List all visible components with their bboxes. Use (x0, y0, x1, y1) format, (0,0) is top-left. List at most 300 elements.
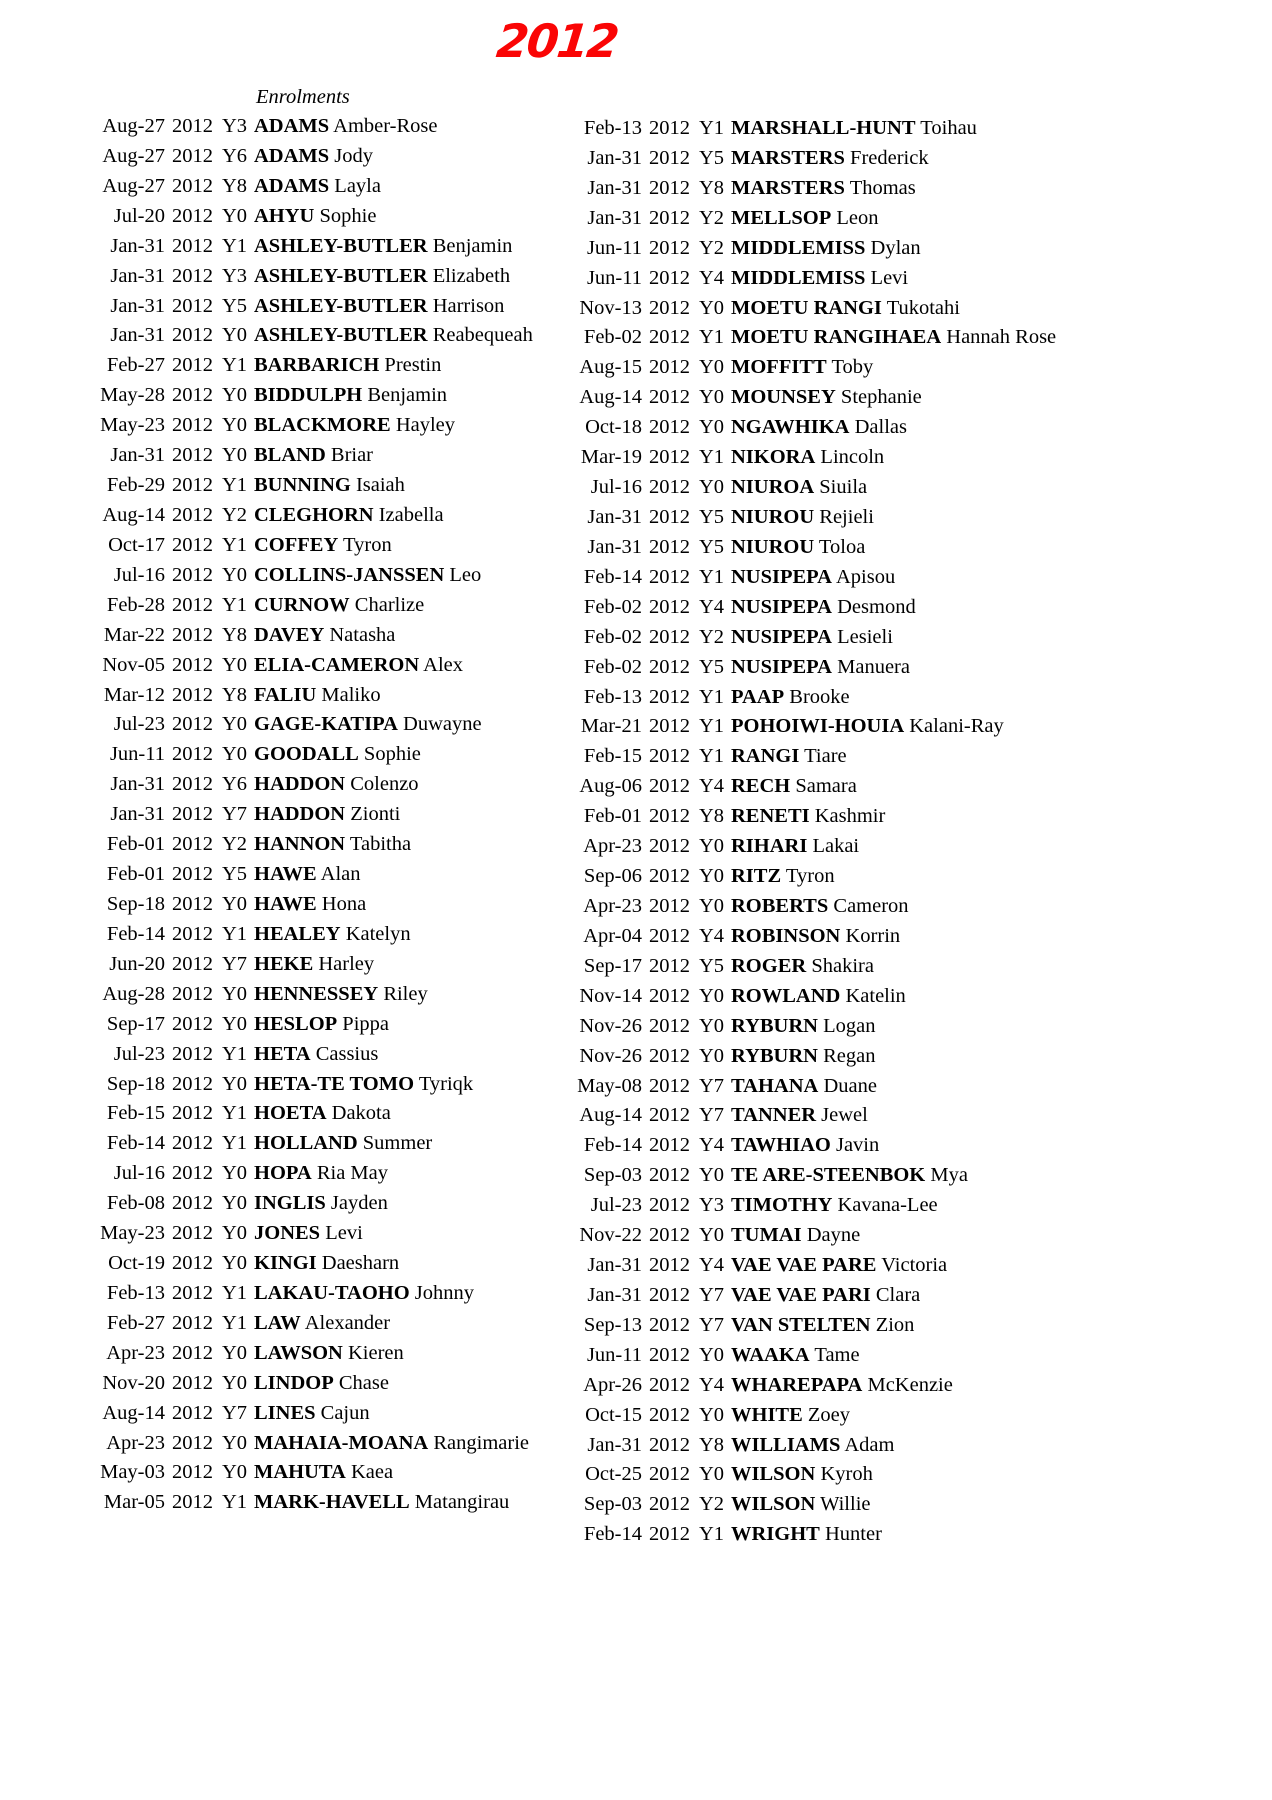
enrolment-surname: RANGI (731, 745, 800, 768)
enrolment-name (731, 416, 907, 439)
enrolment-surname: HADDON (254, 803, 346, 826)
enrolment-given-name: Dallas (854, 416, 907, 439)
enrolment-name (254, 1342, 404, 1365)
enrolment-year: 2012 (649, 984, 690, 1007)
enrolment-date: Jan-31 (110, 264, 165, 287)
enrolment-name (254, 1162, 388, 1185)
enrolment-surname: ROBINSON (731, 924, 841, 947)
enrolment-year: 2012 (172, 563, 213, 586)
enrolment-given-name: Briar (330, 444, 374, 467)
enrolment-year-level: Y8 (222, 623, 248, 646)
enrolment-year: 2012 (172, 1162, 213, 1185)
enrolment-row (572, 1314, 1056, 1344)
enrolment-given-name: Elizabeth (432, 264, 511, 287)
enrolment-year-level: Y7 (222, 1401, 248, 1424)
enrolment-surname: HENNESSEY (254, 982, 379, 1005)
enrolment-given-name: Hayley (395, 414, 456, 437)
enrolment-year: 2012 (172, 1102, 213, 1125)
enrolment-name (731, 715, 1004, 738)
enrolment-year-level: Y7 (699, 1283, 725, 1306)
enrolment-surname: KINGI (254, 1252, 317, 1275)
enrolment-year: 2012 (649, 1523, 690, 1546)
enrolment-surname: VAN STELTEN (731, 1313, 871, 1336)
enrolment-row (95, 893, 533, 923)
enrolment-date: Jul-20 (113, 204, 165, 227)
enrolment-row (572, 865, 1056, 895)
enrolment-given-name: Colenzo (350, 773, 419, 796)
enrolment-year-level: Y0 (699, 894, 725, 917)
enrolment-year: 2012 (649, 535, 690, 558)
enrolment-row (572, 1194, 1056, 1224)
enrolment-date: Jan-31 (110, 444, 165, 467)
enrolment-year: 2012 (649, 416, 690, 439)
enrolment-row (572, 117, 1056, 147)
enrolment-name (731, 506, 874, 529)
enrolment-row (95, 1162, 533, 1192)
enrolment-year-level: Y1 (222, 922, 248, 945)
enrolment-year: 2012 (649, 745, 690, 768)
enrolment-date: Feb-13 (106, 1281, 165, 1304)
enrolment-year-level: Y0 (699, 1224, 725, 1247)
enrolment-surname: VAE VAE PARE (731, 1254, 877, 1277)
enrolment-surname: COLLINS-JANSSEN (254, 563, 445, 586)
enrolment-date: Jan-31 (110, 803, 165, 826)
enrolment-date: Feb-02 (583, 326, 642, 349)
enrolment-given-name: Dakota (331, 1102, 391, 1125)
enrolment-row (95, 1132, 533, 1162)
enrolment-given-name: Tukotahi (886, 296, 960, 319)
enrolment-name (254, 115, 438, 138)
enrolment-row (95, 115, 533, 145)
enrolment-year: 2012 (649, 117, 690, 139)
enrolment-name (731, 566, 895, 589)
enrolment-name (254, 145, 373, 168)
enrolment-row (572, 805, 1056, 835)
enrolment-row (572, 985, 1056, 1015)
enrolment-year-level: Y0 (699, 984, 725, 1007)
enrolment-year-level: Y1 (699, 565, 725, 588)
enrolment-name (731, 626, 893, 649)
enrolment-year-level: Y0 (222, 982, 248, 1005)
enrolment-date: Aug-14 (579, 386, 642, 409)
enrolment-row (572, 147, 1056, 177)
enrolment-date: Jul-23 (590, 1194, 642, 1217)
enrolment-row (95, 1432, 533, 1462)
enrolment-given-name: Rejieli (819, 505, 874, 528)
enrolment-name (731, 326, 1056, 349)
enrolment-year: 2012 (649, 236, 690, 259)
enrolment-date: Feb-14 (583, 1523, 642, 1546)
enrolment-date: Nov-13 (579, 296, 642, 319)
enrolment-date: May-23 (100, 1222, 165, 1245)
enrolment-given-name: Jewel (821, 1104, 868, 1127)
enrolment-year-level: Y7 (222, 803, 248, 826)
enrolment-row (572, 596, 1056, 626)
enrolment-year-level: Y0 (699, 1164, 725, 1187)
enrolment-surname: TIMOTHY (731, 1194, 833, 1217)
enrolment-name (731, 745, 847, 768)
enrolment-given-name: Lakai (812, 835, 860, 858)
enrolment-surname: HEKE (254, 952, 314, 975)
enrolment-given-name: Tabitha (349, 833, 412, 856)
enrolment-name (731, 1493, 871, 1516)
enrolment-row (572, 1523, 1056, 1553)
enrolment-year-level: Y0 (222, 444, 248, 467)
enrolment-given-name: Mya (930, 1164, 968, 1187)
enrolment-date: Feb-14 (106, 922, 165, 945)
enrolment-given-name: McKenzie (867, 1373, 953, 1396)
enrolment-date: Feb-29 (106, 474, 165, 497)
enrolment-given-name: Benjamin (432, 234, 513, 257)
enrolment-surname: WILSON (731, 1463, 816, 1486)
enrolment-year: 2012 (649, 1194, 690, 1217)
enrolment-year: 2012 (649, 954, 690, 977)
enrolment-date: Jun-11 (586, 1343, 642, 1366)
enrolment-row (572, 925, 1056, 955)
enrolment-year: 2012 (649, 924, 690, 947)
enrolment-date: Jan-31 (587, 1283, 642, 1306)
enrolment-date: Feb-01 (106, 833, 165, 856)
enrolment-given-name: Zion (875, 1313, 915, 1336)
enrolment-name (254, 1252, 399, 1275)
enrolment-given-name: Stephanie (840, 386, 922, 409)
enrolment-year: 2012 (172, 174, 213, 197)
enrolment-surname: BARBARICH (254, 354, 380, 377)
enrolment-year-level: Y0 (222, 743, 248, 766)
enrolment-surname: CURNOW (254, 593, 350, 616)
enrolment-row (572, 1164, 1056, 1194)
enrolment-year: 2012 (649, 1343, 690, 1366)
enrolment-year-level: Y5 (699, 505, 725, 528)
enrolment-date: Nov-05 (102, 653, 165, 676)
enrolment-given-name: Amber-Rose (333, 115, 438, 137)
enrolment-given-name: Duane (823, 1074, 877, 1097)
enrolment-date: Jul-16 (113, 1162, 165, 1185)
enrolment-given-name: Summer (362, 1132, 433, 1155)
enrolment-row (572, 1134, 1056, 1164)
enrolment-row (572, 1104, 1056, 1134)
enrolment-name (731, 1344, 860, 1367)
enrolment-given-name: Tiare (804, 745, 847, 768)
enrolment-surname: MARSTERS (731, 146, 845, 169)
enrolment-given-name: Jayden (330, 1192, 388, 1215)
enrolment-date: Jan-31 (110, 324, 165, 347)
enrolment-name (254, 1372, 389, 1395)
enrolment-year: 2012 (649, 386, 690, 409)
enrolment-name (254, 474, 405, 497)
enrolment-given-name: Kyroh (820, 1463, 873, 1486)
enrolment-date: Nov-22 (579, 1224, 642, 1247)
enrolment-given-name: Toloa (818, 535, 866, 558)
enrolment-row (572, 326, 1056, 356)
enrolment-surname: HOPA (254, 1162, 312, 1185)
enrolment-year: 2012 (649, 326, 690, 349)
enrolment-year-level: Y2 (699, 625, 725, 648)
enrolment-date: Aug-15 (579, 356, 642, 379)
enrolment-given-name: Hannah Rose (946, 326, 1057, 349)
enrolment-year: 2012 (172, 1072, 213, 1095)
enrolment-year-level: Y7 (699, 1104, 725, 1127)
enrolment-year-level: Y0 (699, 1014, 725, 1037)
enrolment-row (572, 775, 1056, 805)
enrolment-year-level: Y0 (222, 563, 248, 586)
enrolment-date: Feb-15 (106, 1102, 165, 1125)
enrolment-date: Nov-20 (102, 1371, 165, 1394)
enrolment-date: Sep-18 (106, 1072, 165, 1095)
enrolment-date: Jun-11 (109, 743, 165, 766)
enrolment-given-name: Thomas (849, 176, 916, 199)
enrolment-row (572, 207, 1056, 237)
enrolment-given-name: Sophie (363, 743, 421, 766)
enrolment-row (95, 923, 533, 953)
enrolment-row (95, 504, 533, 534)
enrolment-surname: RIHARI (731, 835, 808, 858)
enrolment-year: 2012 (172, 354, 213, 377)
enrolment-surname: WRIGHT (731, 1523, 820, 1546)
enrolment-year: 2012 (172, 773, 213, 796)
enrolment-date: Sep-18 (106, 892, 165, 915)
enrolment-year: 2012 (172, 653, 213, 676)
enrolment-date: Jan-31 (587, 206, 642, 229)
enrolment-year: 2012 (172, 803, 213, 826)
enrolment-year: 2012 (649, 1433, 690, 1456)
enrolment-row (95, 175, 533, 205)
enrolment-name (254, 354, 441, 377)
enrolment-name (731, 596, 916, 619)
enrolment-surname: NUSIPEPA (731, 655, 832, 678)
enrolment-row (572, 1015, 1056, 1045)
enrolment-given-name: Willie (820, 1493, 871, 1516)
enrolment-year: 2012 (649, 775, 690, 798)
enrolment-surname: COFFEY (254, 533, 339, 556)
enrolment-surname: ASHLEY-BUTLER (254, 294, 428, 317)
enrolment-year: 2012 (649, 1014, 690, 1037)
enrolment-year-level: Y1 (699, 745, 725, 768)
enrolment-row (95, 624, 533, 654)
enrolment-row (95, 953, 533, 983)
enrolment-date: May-03 (100, 1461, 165, 1484)
enrolment-year: 2012 (172, 1401, 213, 1424)
enrolment-row (95, 1282, 533, 1312)
enrolment-year-level: Y0 (222, 892, 248, 915)
enrolment-year: 2012 (172, 1252, 213, 1275)
enrolment-year-level: Y0 (222, 1461, 248, 1484)
enrolment-date: Apr-23 (106, 1431, 165, 1454)
enrolment-name (731, 1075, 877, 1098)
enrolment-given-name: Dayne (806, 1224, 861, 1247)
enrolment-surname: ROWLAND (731, 984, 841, 1007)
enrolment-year-level: Y1 (699, 326, 725, 349)
enrolment-surname: TE ARE-STEENBOK (731, 1164, 926, 1187)
enrolment-date: Jan-31 (110, 294, 165, 317)
enrolment-year-level: Y0 (222, 713, 248, 736)
enrolment-year: 2012 (649, 1074, 690, 1097)
enrolment-date: Aug-14 (102, 1401, 165, 1424)
enrolment-name (254, 175, 381, 198)
enrolment-given-name: Desmond (837, 595, 916, 618)
list-header: Enrolments (256, 86, 350, 108)
enrolment-date: Mar-22 (103, 623, 165, 646)
enrolment-row (95, 534, 533, 564)
enrolment-name (254, 444, 373, 467)
enrolment-year-level: Y8 (222, 683, 248, 706)
enrolment-date: Feb-13 (583, 685, 642, 708)
enrolment-surname: LINDOP (254, 1371, 334, 1394)
enrolment-date: Feb-15 (583, 745, 642, 768)
enrolment-given-name: Korrin (845, 924, 901, 947)
enrolment-row (95, 444, 533, 474)
enrolment-year: 2012 (172, 593, 213, 616)
enrolment-row (95, 1192, 533, 1222)
enrolment-row (572, 506, 1056, 536)
enrolment-name (731, 1015, 875, 1038)
enrolment-given-name: Johnny (414, 1281, 475, 1304)
enrolment-date: Oct-17 (108, 533, 165, 556)
enrolment-given-name: Alan (320, 863, 361, 886)
enrolment-row (95, 654, 533, 684)
enrolment-given-name: Katelin (845, 984, 906, 1007)
enrolment-year-level: Y2 (699, 236, 725, 259)
enrolment-year-level: Y0 (699, 865, 725, 888)
enrolment-row (572, 386, 1056, 416)
enrolment-year: 2012 (172, 1012, 213, 1035)
enrolment-year-level: Y1 (699, 1523, 725, 1546)
enrolment-given-name: Manuera (837, 655, 910, 678)
enrolment-given-name: Samara (795, 775, 857, 798)
enrolment-surname: TAHANA (731, 1074, 819, 1097)
enrolment-year: 2012 (172, 503, 213, 526)
enrolment-row (572, 686, 1056, 716)
enrolment-given-name: Ria May (316, 1162, 388, 1185)
enrolment-row (572, 476, 1056, 506)
enrolment-name (254, 713, 482, 736)
enrolment-date: May-08 (577, 1074, 642, 1097)
enrolment-date: Oct-25 (585, 1463, 642, 1486)
enrolment-date: Jul-23 (113, 1042, 165, 1065)
enrolment-given-name: Prestin (384, 354, 442, 377)
enrolment-year: 2012 (649, 505, 690, 528)
enrolment-surname: RYBURN (731, 1044, 818, 1067)
enrolment-given-name: Siuila (819, 476, 868, 499)
enrolment-name (254, 1192, 388, 1215)
enrolment-surname: ROBERTS (731, 894, 829, 917)
enrolment-given-name: Leon (836, 206, 879, 229)
enrolment-name (731, 985, 906, 1008)
enrolment-name (254, 624, 395, 647)
enrolment-date: Oct-19 (108, 1252, 165, 1275)
enrolment-given-name: Dylan (870, 236, 921, 259)
enrolment-surname: MAHUTA (254, 1461, 346, 1484)
enrolment-year-level: Y0 (699, 1403, 725, 1426)
enrolment-row (572, 297, 1056, 327)
enrolment-given-name: Victoria (881, 1254, 948, 1277)
enrolment-row (95, 863, 533, 893)
enrolment-date: Feb-01 (106, 863, 165, 886)
enrolment-name (731, 1194, 938, 1217)
enrolment-given-name: Lincoln (820, 446, 885, 469)
enrolment-year: 2012 (172, 474, 213, 497)
enrolment-surname: LINES (254, 1401, 316, 1424)
enrolment-year: 2012 (649, 296, 690, 319)
enrolment-surname: HETA-TE TOMO (254, 1072, 415, 1095)
enrolment-year: 2012 (172, 414, 213, 437)
enrolment-year-level: Y6 (222, 144, 248, 167)
enrolment-row (572, 656, 1056, 686)
enrolment-date: Feb-02 (583, 595, 642, 618)
enrolment-name (731, 1045, 875, 1068)
enrolment-year-level: Y0 (699, 416, 725, 439)
enrolment-year-level: Y5 (222, 863, 248, 886)
enrolment-surname: BLACKMORE (254, 414, 391, 437)
enrolment-surname: MIDDLEMISS (731, 266, 866, 289)
enrolment-year-level: Y3 (222, 115, 248, 137)
enrolment-year: 2012 (172, 1371, 213, 1394)
enrolment-year: 2012 (172, 922, 213, 945)
enrolment-date: Feb-14 (583, 1134, 642, 1157)
enrolment-surname: HETA (254, 1042, 311, 1065)
enrolment-year: 2012 (649, 1254, 690, 1277)
enrolment-year: 2012 (172, 444, 213, 467)
enrolment-date: Feb-27 (106, 354, 165, 377)
enrolment-given-name: Katelyn (345, 922, 411, 945)
enrolment-name (254, 773, 419, 796)
enrolment-date: Nov-26 (579, 1044, 642, 1067)
enrolment-year: 2012 (172, 743, 213, 766)
enrolment-given-name: Cassius (315, 1042, 379, 1065)
enrolment-surname: MOETU RANGIHAEA (731, 326, 942, 349)
enrolment-surname: MELLSOP (731, 206, 832, 229)
enrolment-surname: NGAWHIKA (731, 416, 850, 439)
enrolment-given-name: Izabella (378, 503, 444, 526)
enrolment-surname: POHOIWI-HOUIA (731, 715, 905, 738)
enrolment-year-level: Y1 (222, 354, 248, 377)
enrolment-date: Jun-20 (109, 952, 165, 975)
enrolment-surname: HADDON (254, 773, 346, 796)
enrolment-year: 2012 (649, 805, 690, 828)
enrolment-row (572, 1075, 1056, 1105)
enrolment-year: 2012 (649, 1104, 690, 1127)
enrolment-name (254, 1043, 378, 1066)
enrolment-year: 2012 (172, 1431, 213, 1454)
enrolment-row (572, 1344, 1056, 1374)
enrolment-surname: INGLIS (254, 1192, 326, 1215)
enrolment-year-level: Y0 (222, 414, 248, 437)
enrolment-given-name: Kavana-Lee (837, 1194, 938, 1217)
enrolment-given-name: Zoey (807, 1403, 851, 1426)
enrolment-year-level: Y0 (699, 835, 725, 858)
enrolment-year-level: Y6 (222, 773, 248, 796)
enrolment-name (731, 805, 885, 828)
enrolment-year: 2012 (172, 1311, 213, 1334)
enrolment-year-level: Y0 (699, 1044, 725, 1067)
enrolment-name (731, 835, 859, 858)
enrolment-row (95, 983, 533, 1013)
enrolment-surname: ASHLEY-BUTLER (254, 264, 428, 287)
enrolment-year-level: Y1 (699, 715, 725, 738)
enrolment-year-level: Y0 (222, 1371, 248, 1394)
enrolment-name (254, 1432, 529, 1455)
enrolment-row (572, 237, 1056, 267)
enrolment-year: 2012 (172, 264, 213, 287)
enrolment-year-level: Y4 (699, 266, 725, 289)
enrolment-year-level: Y4 (699, 924, 725, 947)
enrolment-year: 2012 (172, 683, 213, 706)
enrolment-row (572, 835, 1056, 865)
enrolment-year: 2012 (649, 176, 690, 199)
enrolment-name (254, 743, 421, 766)
enrolment-surname: NUSIPEPA (731, 625, 832, 648)
enrolment-name (254, 295, 504, 318)
